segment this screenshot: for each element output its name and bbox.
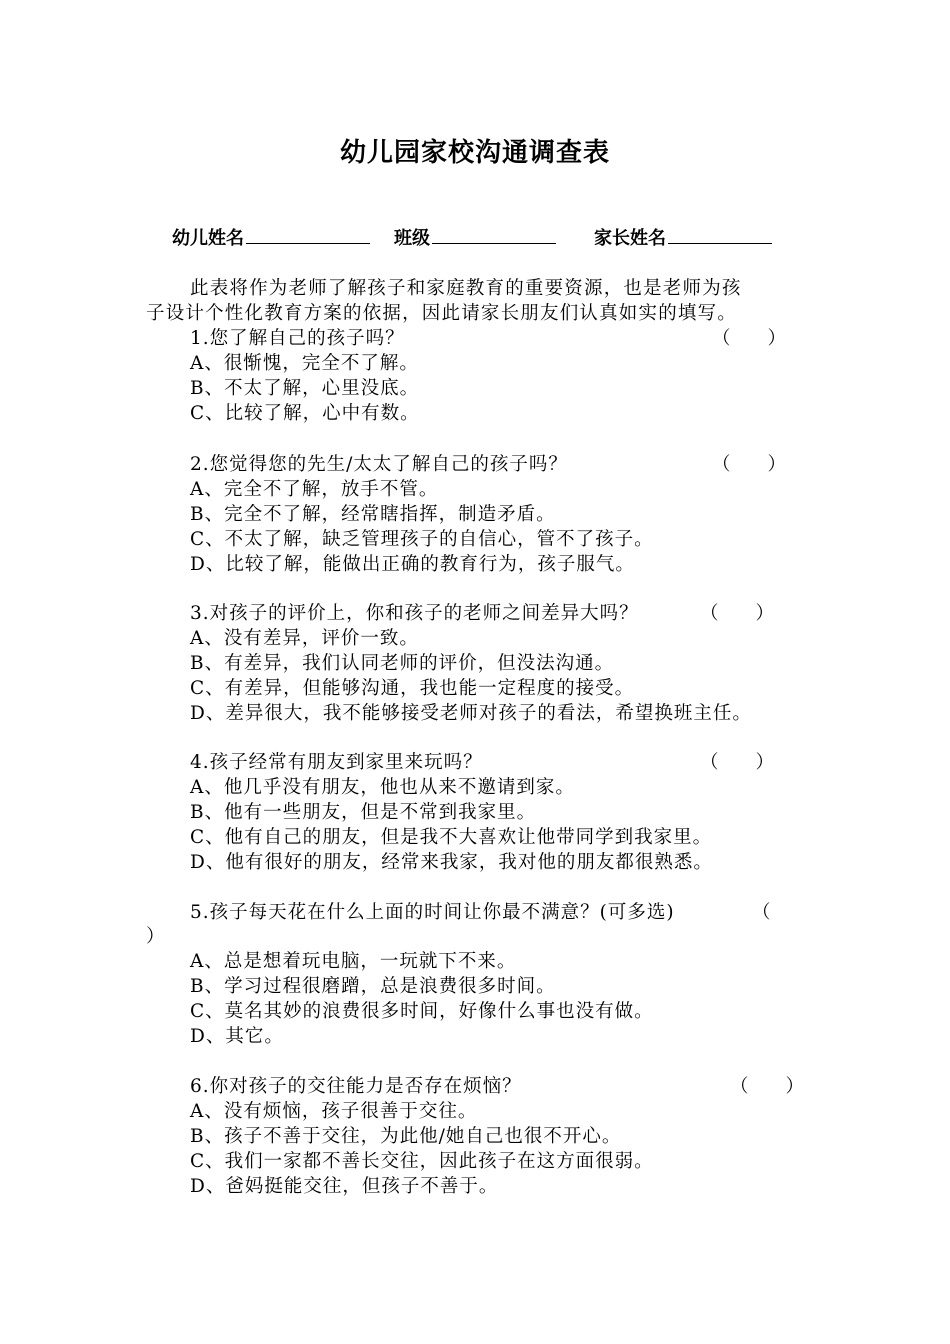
child-name-blank[interactable] (246, 225, 370, 244)
q6-option-d: D、爸妈挺能交往，但孩子不善于。 (190, 1176, 499, 1197)
question-5: 5.孩子每天花在什么上面的时间让你最不满意？(可多选) (190, 902, 675, 923)
q3-option-a: A、没有差异，评价一致。 (190, 628, 419, 649)
child-name-label: 幼儿姓名 (172, 228, 244, 249)
q4-option-d: D、他有很好的朋友，经常来我家，我对他的朋友都很熟悉。 (190, 852, 713, 873)
q3-option-b: B、有差异，我们认同老师的评价，但没法沟通。 (190, 653, 615, 674)
q3-option-d: D、差异很大，我不能够接受老师对孩子的看法，希望换班主任。 (190, 703, 752, 724)
q2-option-b: B、完全不了解，经常瞎指挥，制造矛盾。 (190, 504, 556, 525)
q2-option-a: A、完全不了解，放手不管。 (190, 479, 439, 500)
q5-option-d: D、其它。 (190, 1026, 284, 1047)
answer-blank-1[interactable]: （ ） (712, 328, 787, 349)
question-6: 6.你对孩子的交往能力是否存在烦恼？ (190, 1076, 522, 1097)
q1-option-c: C、比较了解，心中有数。 (190, 403, 420, 424)
intro-line-1: 此表将作为老师了解孩子和家庭教育的重要资源，也是老师为孩 (190, 278, 742, 299)
document-title: 幼儿园家校沟通调查表 (339, 138, 610, 168)
q4-option-b: B、他有一些朋友，但是不常到我家里。 (190, 802, 537, 823)
intro-line-2: 子设计个性化教育方案的依据，因此请家长朋友们认真如实的填写。 (146, 303, 738, 324)
answer-blank-2[interactable]: （ ） (712, 454, 787, 475)
question-1: 1.您了解自己的孩子吗？ (190, 328, 405, 349)
q3-option-c: C、有差异，但能够沟通，我也能一定程度的接受。 (190, 678, 635, 699)
q4-option-c: C、他有自己的朋友，但是我不大喜欢让他带同学到我家里。 (190, 827, 713, 848)
question-3: 3.对孩子的评价上，你和孩子的老师之间差异大吗？ (190, 603, 639, 624)
q6-option-c: C、我们一家都不善长交往，因此孩子在这方面很弱。 (190, 1151, 654, 1172)
q6-option-b: B、孩子不善于交往，为此他/她自己也很不开心。 (190, 1126, 622, 1147)
q4-option-a: A、他几乎没有朋友，他也从来不邀请到家。 (190, 777, 575, 798)
q5-option-a: A、总是想着玩电脑，一玩就下不来。 (190, 951, 517, 972)
q1-option-b: B、不太了解，心里没底。 (190, 378, 420, 399)
answer-blank-4[interactable]: （ ） (700, 752, 775, 773)
answer-blank-3[interactable]: （ ） (700, 603, 775, 624)
class-label: 班级 (394, 228, 430, 249)
child-name-field[interactable] (172, 224, 370, 250)
q5-option-b: B、学习过程很磨蹭，总是浪费很多时间。 (190, 976, 556, 997)
parent-name-field[interactable] (594, 224, 772, 250)
parent-name-blank[interactable] (668, 225, 772, 244)
parent-name-label: 家长姓名 (594, 228, 666, 249)
answer-paren-close-5: ） (146, 926, 165, 947)
q5-option-c: C、莫名其妙的浪费很多时间，好像什么事也没有做。 (190, 1001, 654, 1022)
question-4: 4.孩子经常有朋友到家里来玩吗？ (190, 752, 483, 773)
class-field[interactable] (394, 224, 556, 250)
q2-option-c: C、不太了解，缺乏管理孩子的自信心，管不了孩子。 (190, 529, 654, 550)
q1-option-a: A、很惭愧，完全不了解。 (190, 353, 419, 374)
q2-option-d: D、比较了解，能做出正确的教育行为，孩子服气。 (190, 554, 635, 575)
answer-paren-open-5[interactable]: （ (752, 902, 771, 923)
question-2: 2.您觉得您的先生/太太了解自己的孩子吗？ (190, 454, 568, 475)
q6-option-a: A、没有烦恼，孩子很善于交往。 (190, 1101, 478, 1122)
class-blank[interactable] (432, 225, 556, 244)
answer-blank-6[interactable]: （ ） (730, 1076, 805, 1097)
